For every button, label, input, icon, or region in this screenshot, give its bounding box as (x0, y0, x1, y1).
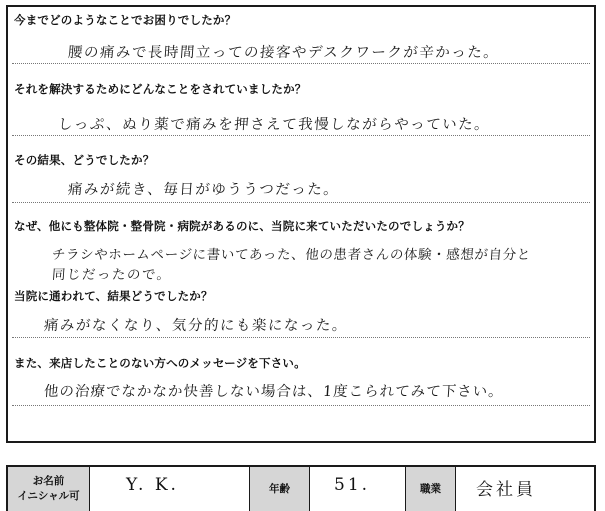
question-2: それを解決するためにどんなことをされていましたか？ (14, 82, 307, 96)
respondent-info-table (6, 465, 596, 511)
question-3: その結果、どうでしたか？ (14, 153, 155, 167)
name-label-cell (8, 467, 90, 511)
answer-5: 痛みがなくなり、気分的にも楽になった。 (43, 318, 349, 334)
job-value-cell (456, 467, 594, 511)
answer-rule (12, 135, 590, 136)
survey-sheet (6, 5, 596, 443)
age-value-cell (310, 467, 406, 511)
answer-3: 痛みが続き、毎日がゆううつだった。 (67, 182, 340, 198)
answer-rule (12, 202, 590, 203)
question-6: また、来店したことのない方へのメッセージを下さい。 (14, 356, 306, 370)
question-4: なぜ、他にも整体院・整骨院・病院があるのに、当院に来ていただいたのでしょうか？ (14, 219, 470, 233)
name-value-cell (90, 467, 250, 511)
answer-rule (12, 405, 590, 406)
answer-rule (12, 63, 590, 64)
name-value: Y. K. (126, 475, 179, 495)
answer-6: 他の治療でなかなか快善しない場合は、1度こられてみて下さい。 (43, 384, 505, 400)
answer-4-line-2: 同じだったので。 (51, 267, 173, 283)
answer-rule (12, 337, 590, 338)
age-label-cell (250, 467, 310, 511)
answer-4-line-1: チラシやホームページに書いてあった、他の患者さんの体験・感想が自分と (51, 247, 532, 263)
question-1: 今までどのようなことでお困りでしたか？ (14, 13, 237, 27)
job-label-cell (406, 467, 456, 511)
question-5: 当院に通われて、結果どうでしたか？ (14, 289, 213, 303)
initial-ok-label: イニシャル可 (17, 490, 80, 502)
age-label: 年齢 (269, 482, 290, 495)
answer-1: 腰の痛みで長時間立っての接客やデスクワークが辛かった。 (67, 45, 500, 61)
job-label: 職業 (420, 482, 441, 495)
name-label: お名前 (32, 475, 65, 487)
answer-2: しっぷ、ぬり薬で痛みを押さえて我慢しながらやっていた。 (57, 117, 491, 133)
age-value: 51. (334, 475, 371, 495)
job-value: 会社員 (476, 480, 536, 500)
